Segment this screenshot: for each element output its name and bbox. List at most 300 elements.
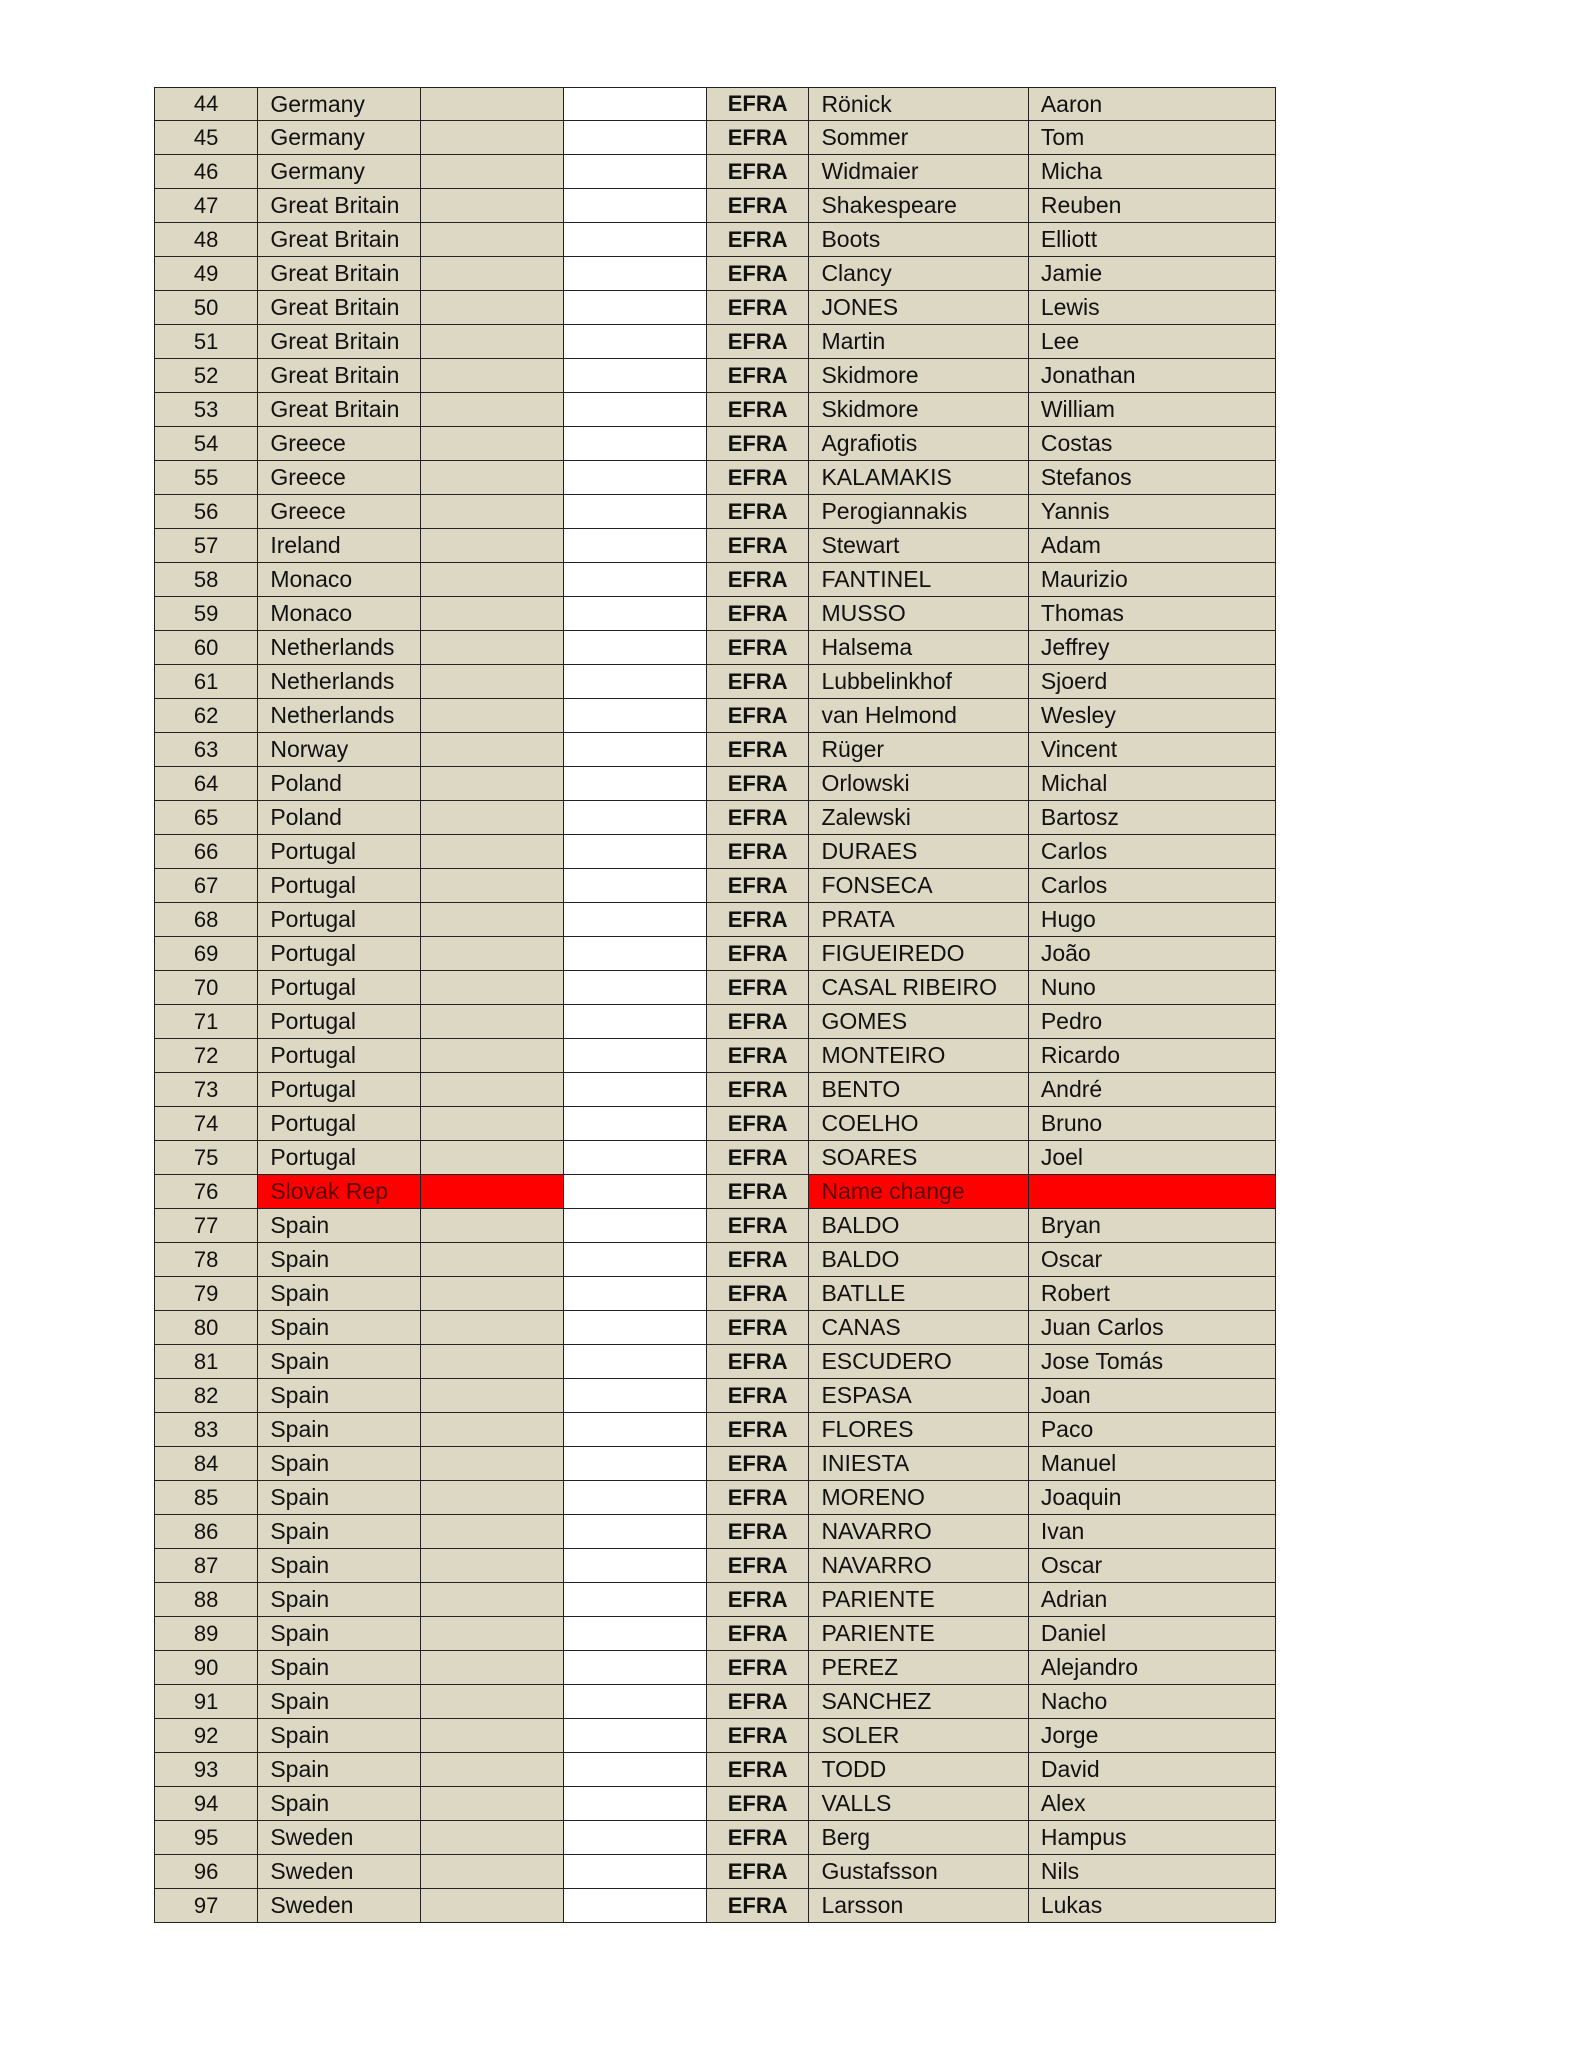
organization-cell: EFRA bbox=[706, 1583, 809, 1616]
country-cell: Sweden bbox=[258, 1821, 421, 1854]
table-row bbox=[154, 1481, 1276, 1515]
last-name-cell: Berg bbox=[809, 1821, 1028, 1854]
organization-cell: EFRA bbox=[706, 1481, 809, 1514]
first-name-cell: Oscar bbox=[1029, 1549, 1276, 1582]
table-row bbox=[154, 801, 1276, 835]
table-row bbox=[154, 631, 1276, 665]
country-cell: Greece bbox=[258, 495, 421, 528]
row-number-cell: 97 bbox=[154, 1889, 258, 1922]
column-gap bbox=[564, 1141, 706, 1174]
country-cell: Monaco bbox=[258, 597, 421, 630]
column-gap bbox=[564, 88, 706, 120]
country-cell: Portugal bbox=[258, 1073, 421, 1106]
empty-cell bbox=[421, 1651, 563, 1684]
first-name-cell: Carlos bbox=[1029, 835, 1276, 868]
organization-cell: EFRA bbox=[706, 1447, 809, 1480]
country-cell: Great Britain bbox=[258, 257, 421, 290]
country-cell: Sweden bbox=[258, 1889, 421, 1922]
table-row bbox=[154, 597, 1276, 631]
organization-cell: EFRA bbox=[706, 121, 809, 154]
organization-cell: EFRA bbox=[706, 835, 809, 868]
row-number-cell: 70 bbox=[154, 971, 258, 1004]
table-row bbox=[154, 189, 1276, 223]
empty-cell bbox=[421, 563, 563, 596]
row-number-cell: 71 bbox=[154, 1005, 258, 1038]
organization-cell: EFRA bbox=[706, 1107, 809, 1140]
first-name-cell: Jorge bbox=[1029, 1719, 1276, 1752]
row-number-cell: 50 bbox=[154, 291, 258, 324]
last-name-cell: Lubbelinkhof bbox=[809, 665, 1028, 698]
organization-cell: EFRA bbox=[706, 1753, 809, 1786]
column-gap bbox=[564, 427, 706, 460]
empty-cell bbox=[421, 1719, 563, 1752]
last-name-cell: FIGUEIREDO bbox=[809, 937, 1028, 970]
last-name-cell: BALDO bbox=[809, 1209, 1028, 1242]
row-number-cell: 65 bbox=[154, 801, 258, 834]
empty-cell bbox=[421, 1107, 563, 1140]
column-gap bbox=[564, 597, 706, 630]
empty-cell bbox=[421, 529, 563, 562]
column-gap bbox=[564, 1277, 706, 1310]
first-name-cell: Robert bbox=[1029, 1277, 1276, 1310]
column-gap bbox=[564, 1107, 706, 1140]
country-cell: Ireland bbox=[258, 529, 421, 562]
organization-cell: EFRA bbox=[706, 1005, 809, 1038]
first-name-cell: Nils bbox=[1029, 1855, 1276, 1888]
first-name-cell: Adam bbox=[1029, 529, 1276, 562]
row-number-cell: 62 bbox=[154, 699, 258, 732]
organization-cell: EFRA bbox=[706, 223, 809, 256]
last-name-cell: PEREZ bbox=[809, 1651, 1028, 1684]
row-number-cell: 90 bbox=[154, 1651, 258, 1684]
empty-cell bbox=[421, 1073, 563, 1106]
table-row bbox=[154, 155, 1276, 189]
empty-cell bbox=[421, 1889, 563, 1922]
first-name-cell: Alex bbox=[1029, 1787, 1276, 1820]
country-cell: Spain bbox=[258, 1379, 421, 1412]
column-gap bbox=[564, 1379, 706, 1412]
empty-cell bbox=[421, 767, 563, 800]
row-number-cell: 57 bbox=[154, 529, 258, 562]
table-row bbox=[154, 1413, 1276, 1447]
table-row bbox=[154, 1617, 1276, 1651]
column-gap bbox=[564, 1617, 706, 1650]
row-number-cell: 54 bbox=[154, 427, 258, 460]
country-cell: Spain bbox=[258, 1481, 421, 1514]
last-name-cell: Halsema bbox=[809, 631, 1028, 664]
column-gap bbox=[564, 1481, 706, 1514]
row-number-cell: 53 bbox=[154, 393, 258, 426]
last-name-cell: MUSSO bbox=[809, 597, 1028, 630]
table-row bbox=[154, 971, 1276, 1005]
organization-cell: EFRA bbox=[706, 597, 809, 630]
country-cell: Slovak Rep bbox=[258, 1175, 421, 1208]
organization-cell: EFRA bbox=[706, 1345, 809, 1378]
last-name-cell: MONTEIRO bbox=[809, 1039, 1028, 1072]
country-cell: Spain bbox=[258, 1209, 421, 1242]
table-row bbox=[154, 1243, 1276, 1277]
row-number-cell: 48 bbox=[154, 223, 258, 256]
column-gap bbox=[564, 1889, 706, 1922]
row-number-cell: 92 bbox=[154, 1719, 258, 1752]
last-name-cell: MORENO bbox=[809, 1481, 1028, 1514]
organization-cell: EFRA bbox=[706, 1209, 809, 1242]
organization-cell: EFRA bbox=[706, 1821, 809, 1854]
country-cell: Great Britain bbox=[258, 189, 421, 222]
organization-cell: EFRA bbox=[706, 1855, 809, 1888]
first-name-cell: Joel bbox=[1029, 1141, 1276, 1174]
empty-cell bbox=[421, 869, 563, 902]
country-cell: Great Britain bbox=[258, 393, 421, 426]
organization-cell: EFRA bbox=[706, 563, 809, 596]
country-cell: Sweden bbox=[258, 1855, 421, 1888]
first-name-cell: Carlos bbox=[1029, 869, 1276, 902]
row-number-cell: 63 bbox=[154, 733, 258, 766]
first-name-cell: João bbox=[1029, 937, 1276, 970]
empty-cell bbox=[421, 1141, 563, 1174]
row-number-cell: 67 bbox=[154, 869, 258, 902]
table-row bbox=[154, 1005, 1276, 1039]
country-cell: Spain bbox=[258, 1549, 421, 1582]
organization-cell: EFRA bbox=[706, 733, 809, 766]
empty-cell bbox=[421, 88, 563, 120]
last-name-cell: COELHO bbox=[809, 1107, 1028, 1140]
row-number-cell: 81 bbox=[154, 1345, 258, 1378]
empty-cell bbox=[421, 1277, 563, 1310]
organization-cell: EFRA bbox=[706, 1243, 809, 1276]
empty-cell bbox=[421, 665, 563, 698]
column-gap bbox=[564, 699, 706, 732]
column-gap bbox=[564, 529, 706, 562]
column-gap bbox=[564, 1515, 706, 1548]
last-name-cell: BALDO bbox=[809, 1243, 1028, 1276]
row-number-cell: 75 bbox=[154, 1141, 258, 1174]
table-row bbox=[154, 733, 1276, 767]
country-cell: Spain bbox=[258, 1651, 421, 1684]
last-name-cell: Clancy bbox=[809, 257, 1028, 290]
row-number-cell: 84 bbox=[154, 1447, 258, 1480]
country-cell: Spain bbox=[258, 1311, 421, 1344]
first-name-cell: Manuel bbox=[1029, 1447, 1276, 1480]
country-cell: Spain bbox=[258, 1277, 421, 1310]
last-name-cell: Perogiannakis bbox=[809, 495, 1028, 528]
table-row bbox=[154, 291, 1276, 325]
last-name-cell: Agrafiotis bbox=[809, 427, 1028, 460]
first-name-cell: Pedro bbox=[1029, 1005, 1276, 1038]
organization-cell: EFRA bbox=[706, 1617, 809, 1650]
first-name-cell: Lukas bbox=[1029, 1889, 1276, 1922]
first-name-cell: Joan bbox=[1029, 1379, 1276, 1412]
table-row bbox=[154, 495, 1276, 529]
table-row bbox=[154, 1209, 1276, 1243]
row-number-cell: 87 bbox=[154, 1549, 258, 1582]
column-gap bbox=[564, 1855, 706, 1888]
organization-cell: EFRA bbox=[706, 1039, 809, 1072]
column-gap bbox=[564, 1821, 706, 1854]
organization-cell: EFRA bbox=[706, 801, 809, 834]
table-row bbox=[154, 1175, 1276, 1209]
last-name-cell: SANCHEZ bbox=[809, 1685, 1028, 1718]
country-cell: Spain bbox=[258, 1685, 421, 1718]
table-row bbox=[154, 1141, 1276, 1175]
table-row bbox=[154, 563, 1276, 597]
first-name-cell: Elliott bbox=[1029, 223, 1276, 256]
empty-cell bbox=[421, 393, 563, 426]
last-name-cell: Skidmore bbox=[809, 393, 1028, 426]
country-cell: Monaco bbox=[258, 563, 421, 596]
first-name-cell: Bryan bbox=[1029, 1209, 1276, 1242]
organization-cell: EFRA bbox=[706, 1311, 809, 1344]
column-gap bbox=[564, 801, 706, 834]
column-gap bbox=[564, 325, 706, 358]
empty-cell bbox=[421, 1005, 563, 1038]
last-name-cell: BATLLE bbox=[809, 1277, 1028, 1310]
last-name-cell: GOMES bbox=[809, 1005, 1028, 1038]
country-cell: Netherlands bbox=[258, 665, 421, 698]
row-number-cell: 86 bbox=[154, 1515, 258, 1548]
last-name-cell: TODD bbox=[809, 1753, 1028, 1786]
empty-cell bbox=[421, 1243, 563, 1276]
first-name-cell bbox=[1029, 1175, 1276, 1208]
table-row bbox=[154, 665, 1276, 699]
table-row bbox=[154, 87, 1276, 121]
first-name-cell: Thomas bbox=[1029, 597, 1276, 630]
last-name-cell: Gustafsson bbox=[809, 1855, 1028, 1888]
first-name-cell: Vincent bbox=[1029, 733, 1276, 766]
row-number-cell: 91 bbox=[154, 1685, 258, 1718]
organization-cell: EFRA bbox=[706, 1141, 809, 1174]
row-number-cell: 73 bbox=[154, 1073, 258, 1106]
first-name-cell: Nacho bbox=[1029, 1685, 1276, 1718]
column-gap bbox=[564, 1787, 706, 1820]
row-number-cell: 88 bbox=[154, 1583, 258, 1616]
first-name-cell: Jamie bbox=[1029, 257, 1276, 290]
row-number-cell: 49 bbox=[154, 257, 258, 290]
empty-cell bbox=[421, 1311, 563, 1344]
row-number-cell: 46 bbox=[154, 155, 258, 188]
organization-cell: EFRA bbox=[706, 1413, 809, 1446]
row-number-cell: 89 bbox=[154, 1617, 258, 1650]
column-gap bbox=[564, 733, 706, 766]
last-name-cell: Widmaier bbox=[809, 155, 1028, 188]
last-name-cell: KALAMAKIS bbox=[809, 461, 1028, 494]
empty-cell bbox=[421, 937, 563, 970]
organization-cell: EFRA bbox=[706, 1787, 809, 1820]
column-gap bbox=[564, 1311, 706, 1344]
organization-cell: EFRA bbox=[706, 495, 809, 528]
row-number-cell: 47 bbox=[154, 189, 258, 222]
column-gap bbox=[564, 1753, 706, 1786]
country-cell: Portugal bbox=[258, 971, 421, 1004]
row-number-cell: 68 bbox=[154, 903, 258, 936]
column-gap bbox=[564, 1413, 706, 1446]
empty-cell bbox=[421, 1413, 563, 1446]
country-cell: Germany bbox=[258, 88, 421, 120]
table-row bbox=[154, 1685, 1276, 1719]
column-gap bbox=[564, 1073, 706, 1106]
last-name-cell: Rönick bbox=[809, 88, 1028, 120]
last-name-cell: FONSECA bbox=[809, 869, 1028, 902]
empty-cell bbox=[421, 461, 563, 494]
column-gap bbox=[564, 869, 706, 902]
first-name-cell: Jose Tomás bbox=[1029, 1345, 1276, 1378]
column-gap bbox=[564, 1039, 706, 1072]
row-number-cell: 56 bbox=[154, 495, 258, 528]
table-row bbox=[154, 835, 1276, 869]
first-name-cell: Lee bbox=[1029, 325, 1276, 358]
empty-cell bbox=[421, 1685, 563, 1718]
last-name-cell: SOARES bbox=[809, 1141, 1028, 1174]
organization-cell: EFRA bbox=[706, 393, 809, 426]
first-name-cell: William bbox=[1029, 393, 1276, 426]
row-number-cell: 59 bbox=[154, 597, 258, 630]
organization-cell: EFRA bbox=[706, 699, 809, 732]
empty-cell bbox=[421, 971, 563, 1004]
first-name-cell: Aaron bbox=[1029, 88, 1276, 120]
row-number-cell: 83 bbox=[154, 1413, 258, 1446]
organization-cell: EFRA bbox=[706, 937, 809, 970]
first-name-cell: Lewis bbox=[1029, 291, 1276, 324]
country-cell: Norway bbox=[258, 733, 421, 766]
organization-cell: EFRA bbox=[706, 1175, 809, 1208]
row-number-cell: 96 bbox=[154, 1855, 258, 1888]
first-name-cell: Yannis bbox=[1029, 495, 1276, 528]
column-gap bbox=[564, 1175, 706, 1208]
column-gap bbox=[564, 291, 706, 324]
table-row bbox=[154, 1549, 1276, 1583]
empty-cell bbox=[421, 121, 563, 154]
country-cell: Portugal bbox=[258, 1039, 421, 1072]
table-row bbox=[154, 393, 1276, 427]
country-cell: Germany bbox=[258, 155, 421, 188]
first-name-cell: Hugo bbox=[1029, 903, 1276, 936]
column-gap bbox=[564, 563, 706, 596]
row-number-cell: 76 bbox=[154, 1175, 258, 1208]
organization-cell: EFRA bbox=[706, 529, 809, 562]
last-name-cell: INIESTA bbox=[809, 1447, 1028, 1480]
table-row bbox=[154, 1447, 1276, 1481]
first-name-cell: Alejandro bbox=[1029, 1651, 1276, 1684]
organization-cell: EFRA bbox=[706, 1651, 809, 1684]
row-number-cell: 60 bbox=[154, 631, 258, 664]
organization-cell: EFRA bbox=[706, 1685, 809, 1718]
first-name-cell: Micha bbox=[1029, 155, 1276, 188]
empty-cell bbox=[421, 1209, 563, 1242]
column-gap bbox=[564, 1243, 706, 1276]
last-name-cell: Boots bbox=[809, 223, 1028, 256]
empty-cell bbox=[421, 257, 563, 290]
row-number-cell: 69 bbox=[154, 937, 258, 970]
country-cell: Poland bbox=[258, 767, 421, 800]
column-gap bbox=[564, 1549, 706, 1582]
country-cell: Portugal bbox=[258, 835, 421, 868]
last-name-cell: PARIENTE bbox=[809, 1583, 1028, 1616]
organization-cell: EFRA bbox=[706, 971, 809, 1004]
first-name-cell: Michal bbox=[1029, 767, 1276, 800]
country-cell: Spain bbox=[258, 1447, 421, 1480]
row-number-cell: 94 bbox=[154, 1787, 258, 1820]
first-name-cell: Oscar bbox=[1029, 1243, 1276, 1276]
table-row bbox=[154, 359, 1276, 393]
organization-cell: EFRA bbox=[706, 1379, 809, 1412]
country-cell: Spain bbox=[258, 1345, 421, 1378]
empty-cell bbox=[421, 1617, 563, 1650]
empty-cell bbox=[421, 699, 563, 732]
column-gap bbox=[564, 903, 706, 936]
first-name-cell: André bbox=[1029, 1073, 1276, 1106]
table-row bbox=[154, 903, 1276, 937]
table-row bbox=[154, 767, 1276, 801]
table-row bbox=[154, 461, 1276, 495]
column-gap bbox=[564, 631, 706, 664]
first-name-cell: Ivan bbox=[1029, 1515, 1276, 1548]
table-row bbox=[154, 223, 1276, 257]
table-row bbox=[154, 427, 1276, 461]
last-name-cell: VALLS bbox=[809, 1787, 1028, 1820]
empty-cell bbox=[421, 1481, 563, 1514]
first-name-cell: Jeffrey bbox=[1029, 631, 1276, 664]
row-number-cell: 95 bbox=[154, 1821, 258, 1854]
column-gap bbox=[564, 393, 706, 426]
row-number-cell: 80 bbox=[154, 1311, 258, 1344]
first-name-cell: Adrian bbox=[1029, 1583, 1276, 1616]
country-cell: Great Britain bbox=[258, 223, 421, 256]
row-number-cell: 51 bbox=[154, 325, 258, 358]
column-gap bbox=[564, 495, 706, 528]
row-number-cell: 74 bbox=[154, 1107, 258, 1140]
last-name-cell: FANTINEL bbox=[809, 563, 1028, 596]
last-name-cell: BENTO bbox=[809, 1073, 1028, 1106]
row-number-cell: 66 bbox=[154, 835, 258, 868]
driver-table bbox=[154, 87, 1276, 1923]
last-name-cell: Rüger bbox=[809, 733, 1028, 766]
organization-cell: EFRA bbox=[706, 257, 809, 290]
last-name-cell: PRATA bbox=[809, 903, 1028, 936]
country-cell: Greece bbox=[258, 461, 421, 494]
table-row bbox=[154, 937, 1276, 971]
column-gap bbox=[564, 223, 706, 256]
first-name-cell: Stefanos bbox=[1029, 461, 1276, 494]
empty-cell bbox=[421, 1549, 563, 1582]
organization-cell: EFRA bbox=[706, 359, 809, 392]
empty-cell bbox=[421, 1345, 563, 1378]
empty-cell bbox=[421, 1515, 563, 1548]
country-cell: Portugal bbox=[258, 1005, 421, 1038]
table-row bbox=[154, 1345, 1276, 1379]
last-name-cell: CANAS bbox=[809, 1311, 1028, 1344]
last-name-cell: Orlowski bbox=[809, 767, 1028, 800]
last-name-cell: ESCUDERO bbox=[809, 1345, 1028, 1378]
table-row bbox=[154, 529, 1276, 563]
country-cell: Spain bbox=[258, 1413, 421, 1446]
row-number-cell: 44 bbox=[154, 88, 258, 120]
row-number-cell: 82 bbox=[154, 1379, 258, 1412]
country-cell: Netherlands bbox=[258, 631, 421, 664]
last-name-cell: Larsson bbox=[809, 1889, 1028, 1922]
last-name-cell: Sommer bbox=[809, 121, 1028, 154]
first-name-cell: Sjoerd bbox=[1029, 665, 1276, 698]
column-gap bbox=[564, 1345, 706, 1378]
first-name-cell: Ricardo bbox=[1029, 1039, 1276, 1072]
column-gap bbox=[564, 835, 706, 868]
last-name-cell: NAVARRO bbox=[809, 1515, 1028, 1548]
first-name-cell: Nuno bbox=[1029, 971, 1276, 1004]
country-cell: Spain bbox=[258, 1719, 421, 1752]
column-gap bbox=[564, 1719, 706, 1752]
empty-cell bbox=[421, 1787, 563, 1820]
country-cell: Spain bbox=[258, 1515, 421, 1548]
table-row bbox=[154, 257, 1276, 291]
